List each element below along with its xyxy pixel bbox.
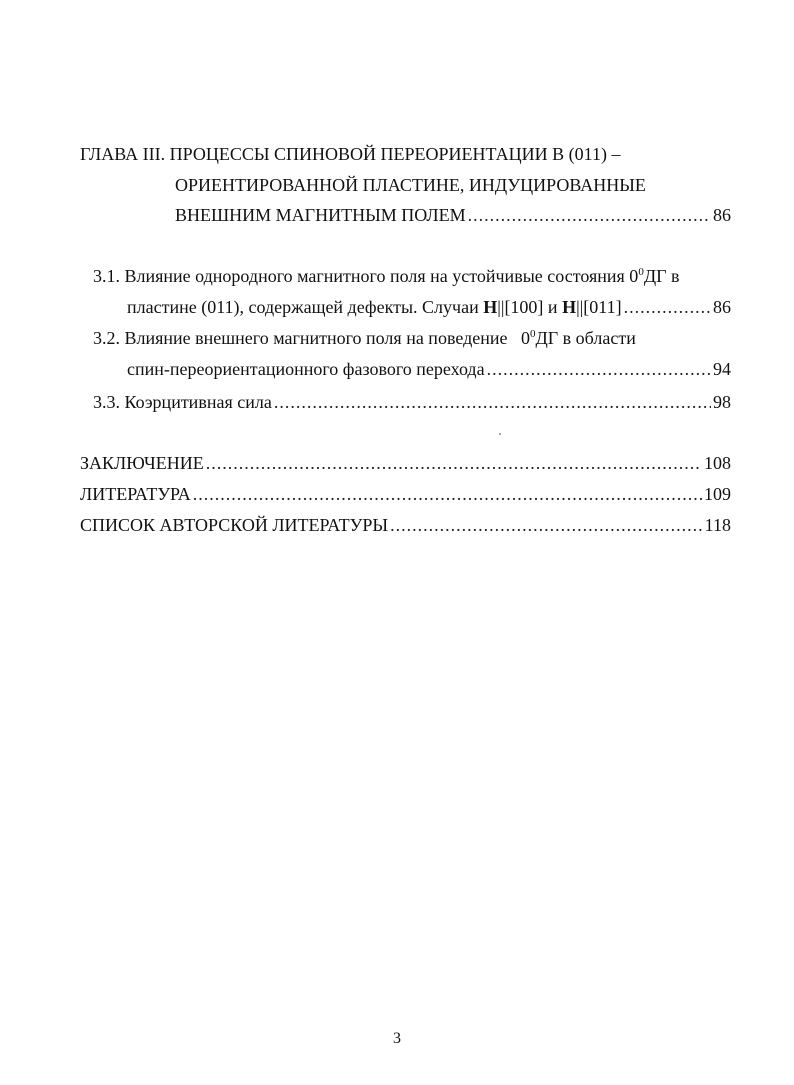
section-3-1-line-1-end: ДГ в	[643, 266, 680, 286]
scan-speck	[499, 433, 501, 435]
section-3-2-line-2	[127, 358, 731, 380]
chapter-3-title-line-3-text: ВНЕШНИМ МАГНИТНЫМ ПОЛЕМ	[175, 205, 466, 225]
section-3-1-superscript: 0	[638, 266, 644, 278]
direction-100: ||[100] и	[497, 297, 563, 317]
leader-dots	[624, 296, 711, 318]
literature-title: ЛИТЕРАТУРА	[80, 484, 191, 504]
conclusion-line	[80, 452, 731, 474]
section-3-1-line-1	[93, 265, 680, 287]
author-literature-title: СПИСОК АВТОРСКОЙ ЛИТЕРАТУРЫ	[80, 515, 389, 535]
section-3-2-line-2-text: спин-переориентационного фазового перехода	[127, 359, 485, 379]
leader-dots	[468, 204, 711, 226]
leader-dots	[206, 452, 702, 474]
section-3-1-line-1-text: 3.1. Влияние однородного магнитного поля на устойчивые состояния 0	[93, 266, 639, 286]
chapter-3-title-line-3	[175, 204, 731, 226]
section-3-2-line-1	[93, 327, 636, 349]
page-number: 3	[393, 1030, 401, 1047]
direction-011: ||[011]	[576, 297, 622, 317]
conclusion-page-number: 108	[704, 453, 731, 473]
section-3-1-page-number: 86	[713, 297, 731, 317]
section-3-1-line-2-pre: пластине (011), содержащей дефекты. Случаи	[127, 297, 484, 317]
author-literature-line	[80, 514, 731, 536]
author-literature-page-number: 118	[704, 515, 731, 535]
chapter-3-page-number: 86	[713, 205, 731, 225]
leader-dots	[193, 483, 702, 505]
chapter-3-title-line-2: ОРИЕНТИРОВАННОЙ ПЛАСТИНЕ, ИНДУЦИРОВАННЫЕ	[175, 175, 646, 195]
section-3-2-line-1-text: 3.2. Влияние внешнего магнитного поля на поведение 0	[93, 328, 530, 348]
literature-page-number: 109	[704, 484, 731, 504]
section-3-2-page-number: 94	[713, 359, 731, 379]
section-3-2-line-1-end: ДГ в области	[535, 328, 636, 348]
chapter-3-title-line-1: ГЛАВА III. ПРОЦЕССЫ СПИНОВОЙ ПЕРЕОРИЕНТАЦИИ В (011) –	[80, 144, 621, 164]
section-3-3-page-number: 98	[713, 392, 731, 412]
leader-dots	[274, 391, 711, 413]
section-3-1-line-2-text	[127, 296, 622, 318]
section-3-3-title: 3.3. Коэрцитивная сила	[93, 392, 272, 412]
literature-line	[80, 483, 731, 505]
section-3-2-superscript: 0	[530, 328, 536, 340]
section-3-1-line-2	[127, 296, 731, 318]
leader-dots	[487, 358, 711, 380]
conclusion-title: ЗАКЛЮЧЕНИЕ	[80, 453, 204, 473]
field-h-symbol-1: H	[483, 297, 498, 317]
field-h-symbol-2: H	[562, 297, 577, 317]
leader-dots	[390, 514, 703, 536]
section-3-3-line	[93, 391, 731, 413]
